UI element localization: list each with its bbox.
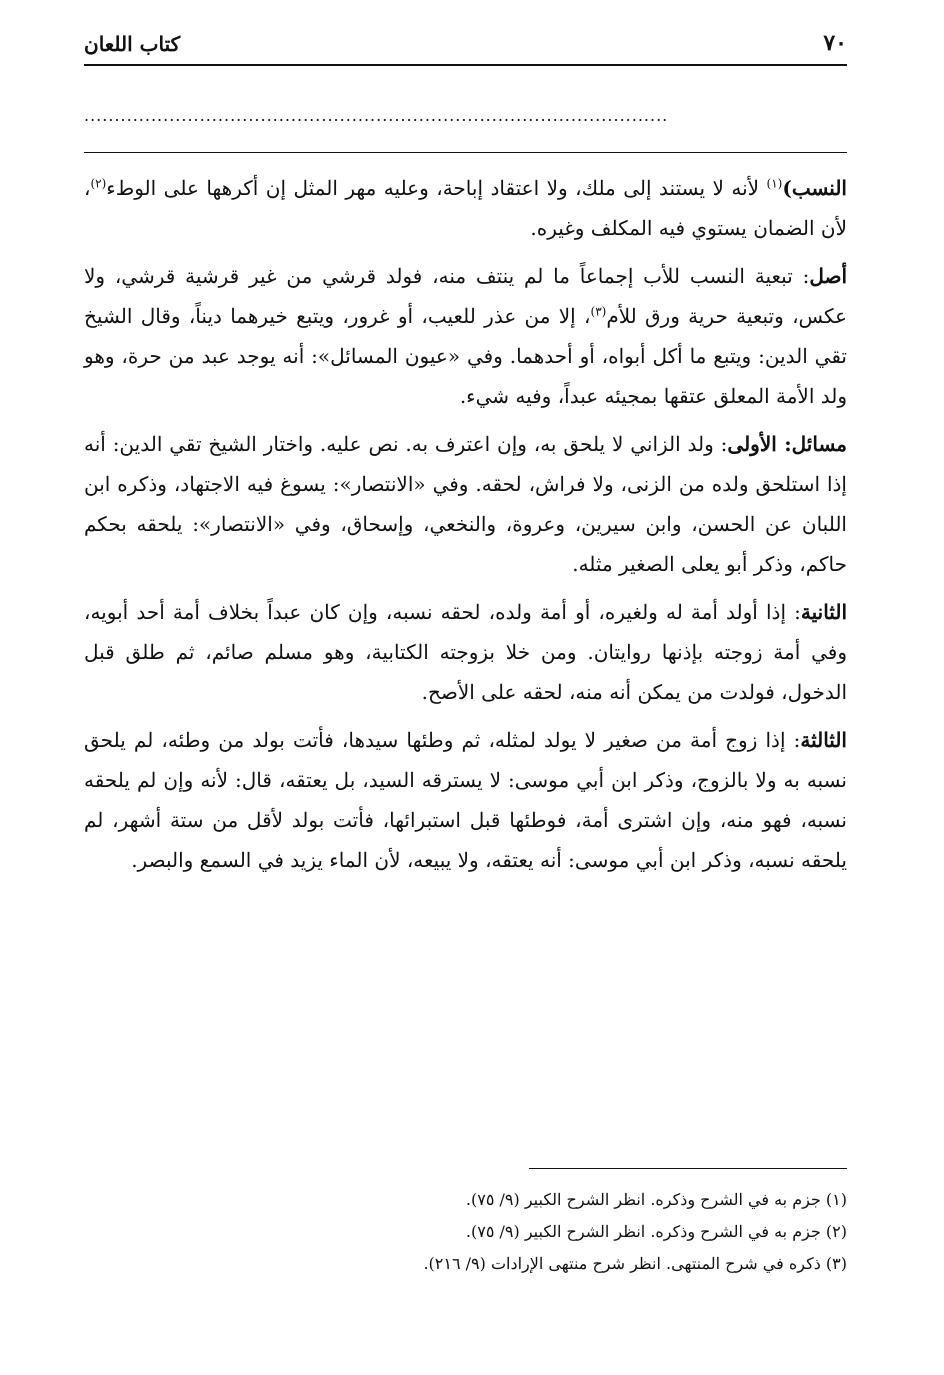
- footnote-1: (١) جزم به في الشرح وذكره. انظر الشرح الكبير (٩/ ٧٥).: [465, 1190, 847, 1209]
- term-second: الثانية: [800, 600, 847, 624]
- book-title: كتاب اللعان: [84, 32, 181, 56]
- section-rule: [84, 152, 847, 153]
- term-third: الثالثة: [800, 728, 847, 752]
- paragraph-third-issue: [84, 720, 847, 880]
- paragraph-text: ، لأن الضمان يستوي فيه المكلف وغيره.: [84, 176, 847, 240]
- footnote-3: (٣) ذكره في شرح المنتهى. انظر شرح منتهى الإرادات (٩/ ٢١٦).: [423, 1254, 847, 1273]
- paragraph-text: ، إلا من عذر للعيب، أو غرور، ويتبع خيرهما ديناً، وقال الشيخ تقي الدين: ويتبع ما أكل أبواه، أو أحدهما. وفي «عيون المسائل»: أنه يوجد عبد من حرة، وهو ولد الأمة المعلق عتقها بمجيئه عبداً، وفيه شيء.: [84, 304, 847, 408]
- paragraph-text: : إذا أولد أمة له ولغيره، أو أمة ولده، لحقه نسبه، وإن كان عبداً بخلاف أمة أحد أبويه، وفي أمة زوجته بإذنها روايتان. ومن خلا بزوجته الكتابية، وهو مسلم صائم، ثم طلق قبل الدخول، فولدت من يمكن أنه منه، لحقه على الأصح.: [84, 600, 847, 704]
- paragraph-nasab: [84, 168, 847, 248]
- term-first: الأولى: [727, 432, 777, 456]
- footnote-ref-1[interactable]: (١): [766, 176, 783, 191]
- paragraph-second-issue: [84, 592, 847, 712]
- running-header: [84, 30, 847, 70]
- paragraph-text: : تبعية النسب للأب إجماعاً ما لم ينتف منه، فولد قرشي من غير قرشية قرشي، ولا عكس، وتبعية حرية ورق للأم: [84, 264, 848, 328]
- paragraph-text: لأنه لا يستند إلى ملك، ولا اعتقاد إباحة، وعليه مهر المثل إن أكرهها على الوطء: [106, 176, 767, 200]
- term-masail: مسائل:: [776, 432, 847, 456]
- footnote-2: (٢) جزم به في الشرح وذكره. انظر الشرح الكبير (٩/ ٧٥).: [465, 1222, 847, 1241]
- paragraph-asl: [84, 256, 847, 416]
- page-number: ٧٠: [823, 30, 847, 56]
- main-text: [84, 168, 847, 888]
- header-rule: [84, 64, 847, 66]
- paragraph-first-issue: [84, 424, 847, 584]
- paragraph-text: : ولد الزاني لا يلحق به، وإن اعترف به. نص عليه. واختار الشيخ تقي الدين: أنه إذا استلحق ولده من الزنى، ولا فراش، لحقه. وفي «الانتصار»: يسوغ فيه الاجتهاد، وذكره ابن اللبان عن الحسن، وابن سيرين، وعروة، والنخعي، وإسحاق، وفي «الانتصار»: يلحقه بحكم حاكم، وذكر أبو يعلى الصغير مثله.: [84, 432, 847, 576]
- footnote-ref-2[interactable]: (٢): [90, 176, 107, 191]
- term-asl: أصل: [809, 264, 847, 288]
- term-nasab: النسب): [782, 176, 847, 200]
- omission-dots: ................................................................................................: [84, 106, 669, 125]
- paragraph-text: : إذا زوج أمة من صغير لا يولد لمثله، ثم وطئها سيدها، فأتت بولد من وطئه، لم يلحق نسبه به ولا بالزوج، وذكر ابن أبي موسى: لا يسترقه السيد، بل يعتقه، قال: لأنه وإن لم يلحقه نسبه، فهو منه، وإن اشترى أمة، فوطئها قبل استبرائها، فأتت بولد لأقل من ستة أشهر، لم يلحقه نسبه، وذكر ابن أبي موسى: أنه يعتقه، ولا يبيعه، لأن الماء يزيد في السمع والبصر.: [84, 728, 847, 872]
- footnote-ref-3[interactable]: (٣): [590, 304, 607, 319]
- footnote-rule: [529, 1168, 847, 1169]
- footnotes: [300, 1184, 847, 1280]
